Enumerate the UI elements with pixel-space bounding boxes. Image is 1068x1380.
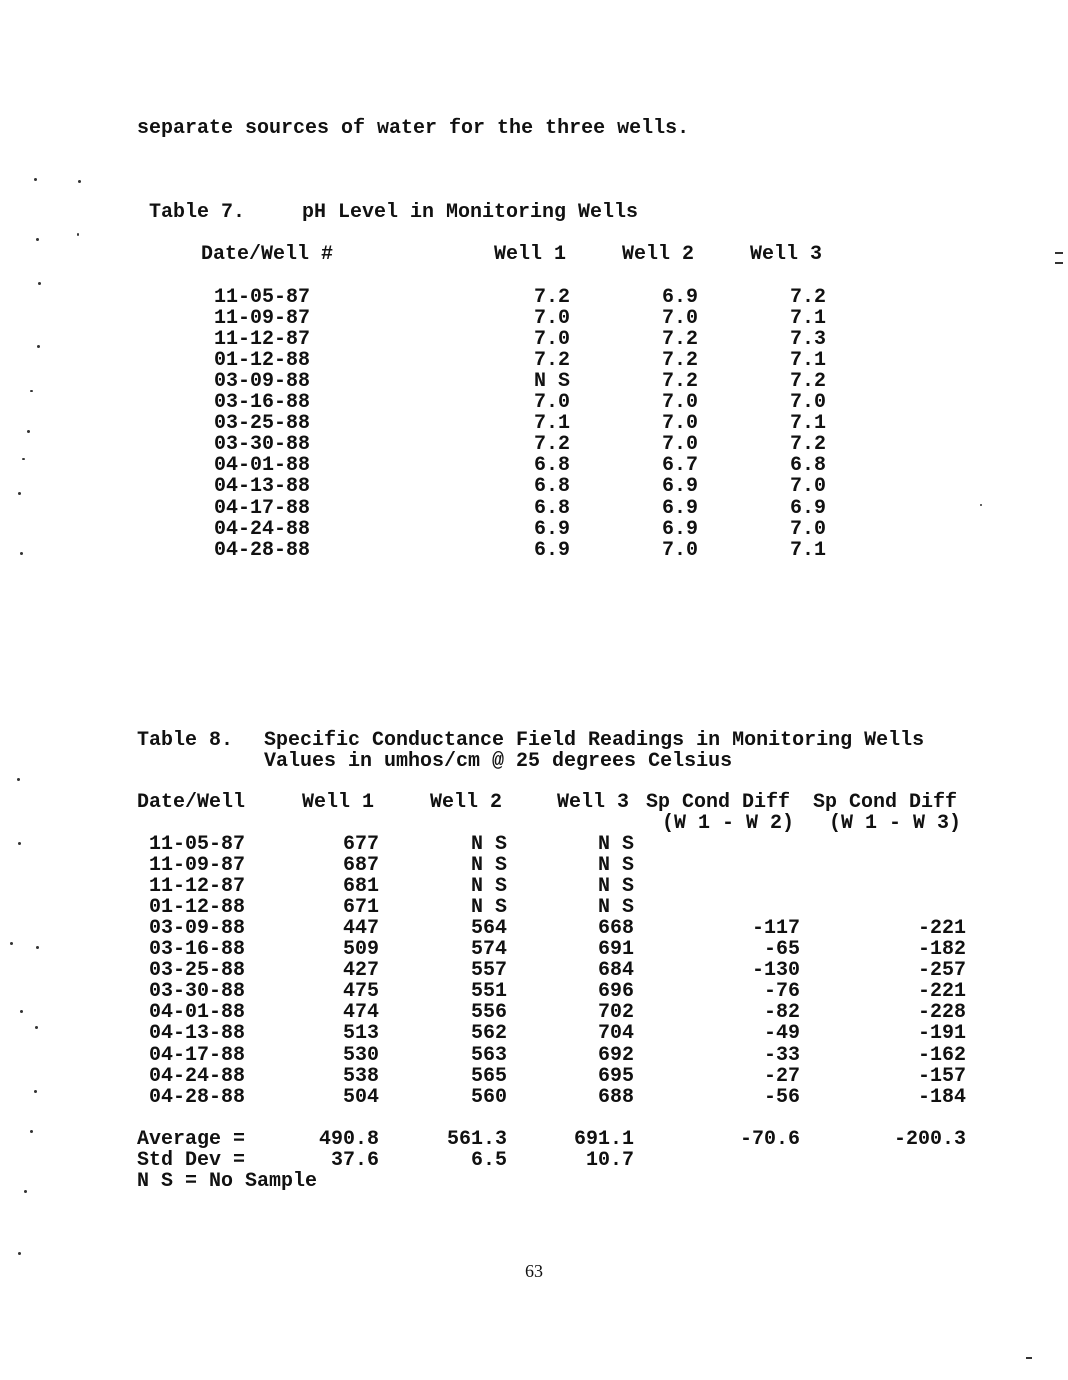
table8-row (0, 939, 1068, 960)
table7-cell-well2: 7.0 (661, 307, 698, 331)
table7-cell-well1: 6.8 (533, 475, 570, 499)
table7-cell-well3: 7.3 (789, 328, 826, 352)
table7-title: pH Level in Monitoring Wells (302, 201, 639, 224)
table8-cell-date: 03-25-88 (149, 959, 246, 983)
table8-cell-well1: 671 (342, 896, 379, 920)
table8-cell-well1: 427 (342, 959, 379, 983)
table7-cell-well3: 7.1 (789, 307, 826, 331)
table8-cell-well3: 688 (597, 1085, 634, 1109)
table8-header-diff13: Sp Cond Diff (813, 791, 958, 814)
table8-cell-diff12: -130 (751, 959, 800, 983)
table8-cell-date: 04-13-88 (149, 1022, 246, 1046)
table8-cell-date: 03-09-88 (149, 917, 246, 941)
table8-cell-diff13: -191 (917, 1022, 966, 1046)
table7-cell-well2: 6.7 (661, 454, 698, 478)
table8-cell-diff12: -76 (763, 980, 800, 1004)
table7-cell-well2: 7.2 (661, 328, 698, 352)
table8-cell-date: 03-16-88 (149, 938, 246, 962)
table7-cell-date: 11-12-87 (214, 328, 311, 352)
table7-cell-well3: 7.1 (789, 412, 826, 436)
table8-cell-well3: 695 (597, 1064, 634, 1088)
table8-footnote: N S = No Sample (137, 1170, 318, 1193)
table8-cell-diff12: -49 (763, 1022, 800, 1046)
table7-header-well3: Well 3 (750, 243, 823, 266)
table7-cell-well3: 7.0 (789, 391, 826, 415)
table7-row (0, 519, 1068, 540)
table8-cell-well2: N S (470, 833, 507, 856)
table7-cell-well3: 6.9 (789, 496, 826, 520)
average-well3: 691.1 (573, 1128, 634, 1151)
average-diff12: -70.6 (739, 1128, 800, 1151)
table8-cell-diff13: -228 (917, 1001, 966, 1025)
table8-title-line1: Specific Conductance Field Readings in Monitoring Wells (264, 729, 925, 752)
table8-cell-diff13: -184 (917, 1085, 966, 1109)
table8-cell-well3: 691 (597, 938, 634, 962)
table8-cell-well1: 538 (342, 1064, 379, 1088)
table8-cell-well2: 563 (470, 1043, 507, 1067)
table7-cell-well1: 7.0 (533, 391, 570, 415)
table8-cell-date: 11-09-87 (149, 854, 246, 878)
table8-row (0, 1087, 1068, 1108)
page-number: 63 (525, 1261, 543, 1281)
table8-cell-date: 04-01-88 (149, 1001, 246, 1025)
table8-header-well2: Well 2 (430, 791, 503, 814)
table7-row (0, 287, 1068, 308)
table8-cell-well2: 557 (470, 959, 507, 983)
table7-row (0, 455, 1068, 476)
table7-cell-well2: 7.2 (661, 349, 698, 373)
table8-cell-well2: 551 (470, 980, 507, 1004)
table8-cell-well2: N S (470, 854, 507, 878)
intro-text: separate sources of water for the three wells. (137, 117, 690, 140)
table8-cell-well1: 475 (342, 980, 379, 1004)
table7-row (0, 329, 1068, 350)
table8-cell-well2: 560 (470, 1085, 507, 1109)
table8-cell-well3: 704 (597, 1022, 634, 1046)
table7-cell-date: 04-17-88 (214, 496, 311, 520)
table8-cell-well2: 556 (470, 1001, 507, 1025)
table8-cell-well2: N S (470, 875, 507, 899)
table8-cell-well3: N S (597, 896, 634, 920)
table8-cell-well1: 681 (342, 875, 379, 899)
table7-cell-well2: 7.0 (661, 391, 698, 415)
table8-cell-well2: 562 (470, 1022, 507, 1046)
table8-cell-diff12: -65 (763, 938, 800, 962)
table7-row (0, 434, 1068, 455)
table8-cell-diff13: -257 (917, 959, 966, 983)
table7-cell-date: 04-24-88 (214, 517, 311, 541)
table7-cell-well1: 7.1 (533, 412, 570, 436)
table8-cell-well3: 692 (597, 1043, 634, 1067)
table8-cell-well1: 513 (342, 1022, 379, 1046)
table8-cell-diff13: -221 (917, 980, 966, 1004)
table8-cell-date: 03-30-88 (149, 980, 246, 1004)
table8-cell-diff12: -56 (763, 1085, 800, 1109)
table8-cell-well1: 509 (342, 938, 379, 962)
table7-cell-date: 03-25-88 (214, 412, 311, 436)
table8-cell-diff13: -162 (917, 1043, 966, 1067)
stddev-well3: 10.7 (585, 1149, 634, 1172)
table8-cell-diff13: -182 (917, 938, 966, 962)
table8-row (0, 834, 1068, 855)
table7-row (0, 350, 1068, 371)
table8-subheader-diff12: (W 1 - W 2) (662, 812, 795, 835)
table7-cell-well2: 7.0 (661, 538, 698, 562)
table8-cell-date: 04-28-88 (149, 1085, 246, 1109)
table8-cell-well3: 696 (597, 980, 634, 1004)
average-label: Average = (137, 1128, 246, 1151)
table8-row (0, 1002, 1068, 1023)
table7-row (0, 498, 1068, 519)
table8-cell-well1: 677 (342, 833, 379, 856)
table8-cell-well2: 565 (470, 1064, 507, 1088)
table8-cell-date: 11-05-87 (149, 833, 246, 856)
table8-cell-well1: 687 (342, 854, 379, 878)
table8-cell-date: 04-24-88 (149, 1064, 246, 1088)
table7-cell-well2: 6.9 (661, 517, 698, 541)
table8-cell-diff12: -82 (763, 1001, 800, 1025)
stddev-well1: 37.6 (330, 1149, 379, 1172)
table8-row (0, 897, 1068, 918)
table8-title-line2: Values in umhos/cm @ 25 degrees Celsius (264, 750, 733, 773)
table8-cell-well2: 574 (470, 938, 507, 962)
table8-cell-diff13: -221 (917, 917, 966, 941)
table8-cell-well3: 668 (597, 917, 634, 941)
table7-cell-well1: N S (533, 370, 570, 394)
average-diff13: -200.3 (893, 1128, 966, 1151)
table7-row (0, 392, 1068, 413)
table8-cell-diff12: -27 (763, 1064, 800, 1088)
table7-cell-well3: 7.0 (789, 475, 826, 499)
table8-cell-well1: 504 (342, 1085, 379, 1109)
table8-row (0, 1066, 1068, 1087)
table7-header-date: Date/Well # (201, 243, 334, 266)
table7-cell-well1: 6.9 (533, 517, 570, 541)
table8-cell-well2: N S (470, 896, 507, 920)
table8-cell-well1: 447 (342, 917, 379, 941)
stddev-label: Std Dev = (137, 1149, 246, 1172)
table7-cell-well1: 7.2 (533, 433, 570, 457)
table7-cell-date: 04-13-88 (214, 475, 311, 499)
table7-cell-well1: 6.8 (533, 496, 570, 520)
table7-cell-date: 11-05-87 (214, 286, 311, 309)
table7-cell-well3: 7.2 (789, 370, 826, 394)
stddev-well2: 6.5 (470, 1149, 507, 1172)
table7-cell-well1: 7.2 (533, 286, 570, 309)
table7-row (0, 476, 1068, 497)
table8-header-well3: Well 3 (557, 791, 630, 814)
table7-cell-date: 03-09-88 (214, 370, 311, 394)
table8-cell-diff12: -33 (763, 1043, 800, 1067)
table8-average-row (0, 1129, 1068, 1150)
table8-header-diff12: Sp Cond Diff (646, 791, 791, 814)
table7-header-well2: Well 2 (622, 243, 695, 266)
table7-cell-date: 03-30-88 (214, 433, 311, 457)
table8-label: Table 8. (137, 729, 234, 752)
table7-cell-well2: 7.2 (661, 370, 698, 394)
table7-cell-well1: 7.0 (533, 307, 570, 331)
table7-cell-well1: 7.0 (533, 328, 570, 352)
table7-cell-well2: 7.0 (661, 412, 698, 436)
average-well2: 561.3 (446, 1128, 507, 1151)
table7-cell-well1: 6.8 (533, 454, 570, 478)
table7-cell-well3: 7.0 (789, 517, 826, 541)
table8-cell-well3: 684 (597, 959, 634, 983)
table7-row (0, 308, 1068, 329)
table8-row (0, 918, 1068, 939)
table7-label: Table 7. (149, 201, 246, 224)
table7-cell-well3: 7.1 (789, 349, 826, 373)
table8-cell-well3: 702 (597, 1001, 634, 1025)
table8-cell-well2: 564 (470, 917, 507, 941)
table8-cell-diff12: -117 (751, 917, 800, 941)
table7-cell-date: 03-16-88 (214, 391, 311, 415)
table8-row (0, 1045, 1068, 1066)
table7-header-well1: Well 1 (494, 243, 567, 266)
table8-cell-date: 01-12-88 (149, 896, 246, 920)
table7-cell-date: 04-01-88 (214, 454, 311, 478)
table8-cell-diff13: -157 (917, 1064, 966, 1088)
table7-cell-well1: 7.2 (533, 349, 570, 373)
table7-cell-date: 04-28-88 (214, 538, 311, 562)
table7-cell-well3: 7.2 (789, 286, 826, 309)
table8-row (0, 876, 1068, 897)
table8-header-date: Date/Well (137, 791, 246, 814)
table8-cell-date: 11-12-87 (149, 875, 246, 899)
table8-row (0, 855, 1068, 876)
table7-row (0, 371, 1068, 392)
table8-cell-well1: 530 (342, 1043, 379, 1067)
table7-cell-date: 11-09-87 (214, 307, 311, 331)
table8-cell-well3: N S (597, 833, 634, 856)
table7-cell-well3: 7.1 (789, 538, 826, 562)
table7-row (0, 540, 1068, 561)
table8-row (0, 960, 1068, 981)
table7-row (0, 413, 1068, 434)
table7-cell-well2: 6.9 (661, 286, 698, 309)
table8-cell-well1: 474 (342, 1001, 379, 1025)
table8-cell-date: 04-17-88 (149, 1043, 246, 1067)
table7-cell-well2: 6.9 (661, 475, 698, 499)
table7-cell-well2: 6.9 (661, 496, 698, 520)
average-well1: 490.8 (318, 1128, 379, 1151)
table8-subheader-diff13: (W 1 - W 3) (829, 812, 962, 835)
table8-cell-well3: N S (597, 875, 634, 899)
table7-cell-well3: 7.2 (789, 433, 826, 457)
table8-cell-well3: N S (597, 854, 634, 878)
table8-stddev-row (0, 1150, 1068, 1171)
table8-header-well1: Well 1 (302, 791, 375, 814)
table7-cell-well3: 6.8 (789, 454, 826, 478)
table7-cell-well2: 7.0 (661, 433, 698, 457)
table8-row (0, 981, 1068, 1002)
table7-cell-well1: 6.9 (533, 538, 570, 562)
table7-cell-date: 01-12-88 (214, 349, 311, 373)
table8-row (0, 1023, 1068, 1044)
